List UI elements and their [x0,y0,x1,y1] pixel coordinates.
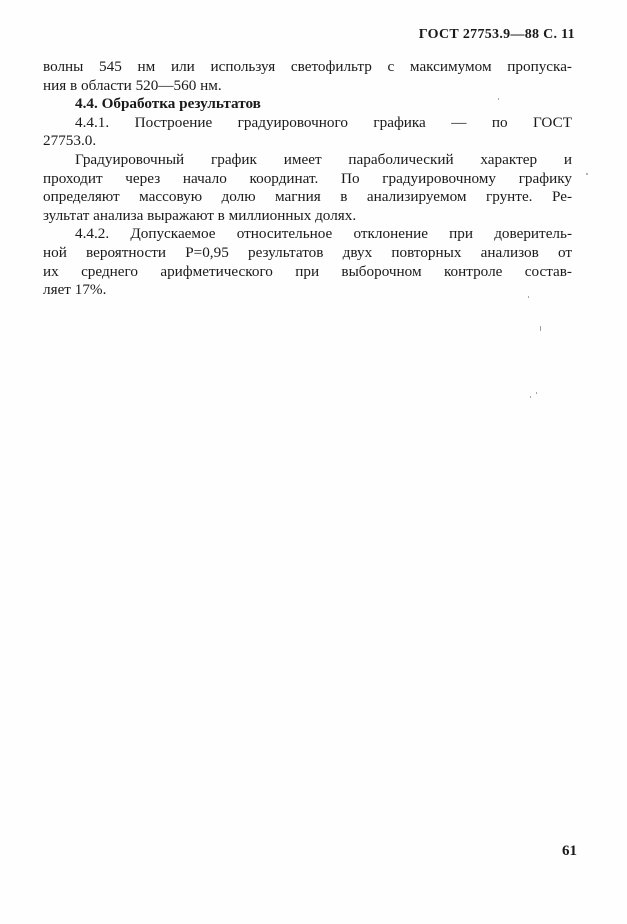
scan-speck [536,392,537,394]
scan-speck [530,396,531,398]
page-header: ГОСТ 27753.9—88 С. 11 [418,27,575,42]
text-line-10: 4.4.2. Допускаемое относительное отклонение при доверитель- [75,225,572,243]
text-line-13: ляет 17%. [43,281,107,299]
text-line-5: 27753.0. [43,132,97,150]
scan-speck [498,98,499,100]
text-line-1: волны 545 нм или используя светофильтр с максимумом пропуска- [43,58,572,75]
text-line-7: проходит через начало координат. По градуировочному графику [43,169,572,187]
text-line-4: 4.4.1. Построение градуировочного графика — по ГОСТ [75,113,572,131]
text-line-8: определяют массовую долю магния в анализируемом грунте. Ре- [43,188,572,206]
text-line-11: ной вероятности Р=0,95 результатов двух повторных анализов от [43,243,572,261]
text-line-9: зультат анализа выражают в миллионных долях. [43,206,357,224]
text-line-12: их среднего арифметического при выборочном контроле состав- [43,262,572,280]
text-line-6: Градуировочный график имеет параболический характер и [75,150,572,168]
scan-speck [528,296,529,298]
page-number: 61 [562,843,577,859]
text-line-2: ния в области 520—560 нм. [43,76,222,94]
section-heading: 4.4. Обработка результатов [75,95,261,113]
scan-speck [586,173,588,175]
scan-speck [540,326,541,331]
body-text [43,58,572,300]
